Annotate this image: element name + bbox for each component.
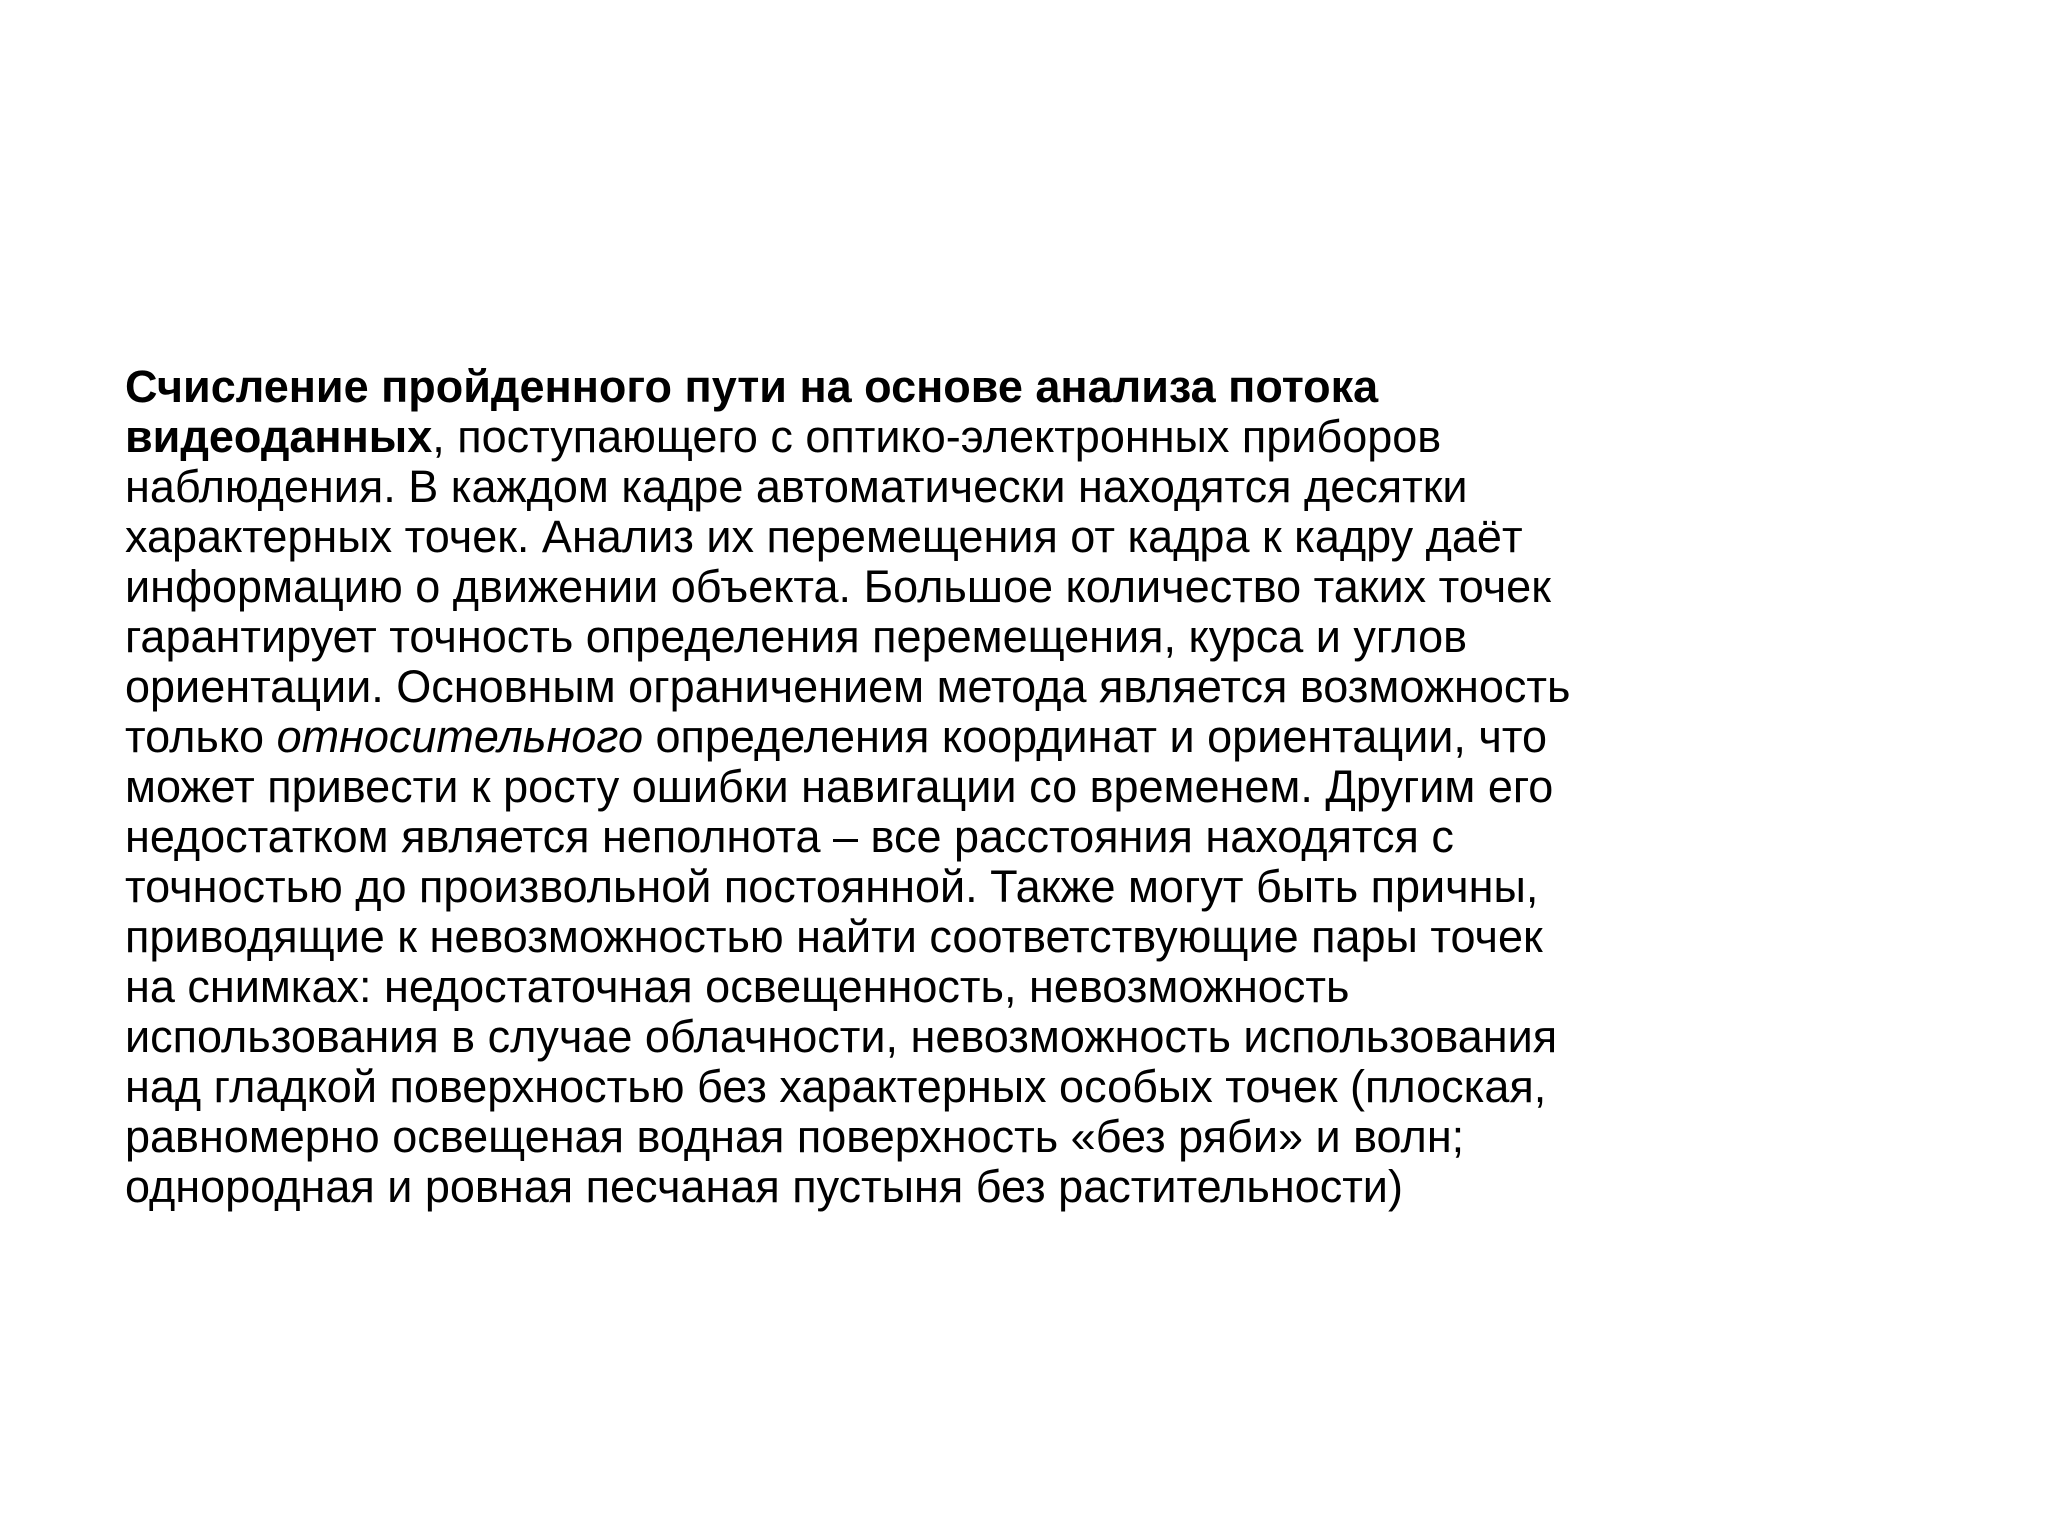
paragraph-line-7: ориентации. Основным ограничением метода является возможность: [125, 661, 1571, 712]
lead-bold-text: Счисление пройденного пути на основе анализа потока: [125, 361, 1379, 412]
line-2-text: , поступающего с оптико-электронных приборов: [432, 411, 1442, 462]
paragraph-line-2: [125, 411, 2048, 462]
paragraph-line-14: использования в случае облачности, невозможность использования: [125, 1011, 1558, 1062]
paragraph-line-10: недостатком является неполнота – все расстояния находятся с: [125, 811, 1454, 862]
paragraph-line-15: над гладкой поверхностью без характерных особых точек (плоская,: [125, 1061, 1547, 1112]
line-8-before-text: только: [125, 711, 277, 762]
paragraph-line-5: информацию о движении объекта. Большое количество таких точек: [125, 561, 1551, 612]
paragraph-line-12: приводящие к невозможностью найти соответствующие пары точек: [125, 911, 1543, 962]
paragraph-line-3: наблюдения. В каждом кадре автоматически находятся десятки: [125, 461, 1468, 512]
paragraph-line-16: равномерно освещеная водная поверхность «без ряби» и волн;: [125, 1111, 1465, 1162]
line-8-after-text: определения координат и ориентации, что: [642, 711, 1547, 762]
lead-bold-text-continued: видеоданных: [125, 411, 433, 462]
paragraph-line-1: [125, 361, 2048, 412]
emphasis-relative-text: относительного: [276, 711, 643, 762]
paragraph-line-17: однородная и ровная песчаная пустыня без растительности): [125, 1161, 1403, 1212]
paragraph-line-13: на снимках: недостаточная освещенность, невозможность: [125, 961, 1350, 1012]
paragraph-line-6: гарантирует точность определения перемещения, курса и углов: [125, 611, 1468, 662]
body-paragraph: [125, 362, 2048, 1212]
paragraph-line-11: точностью до произвольной постоянной. Также могут быть причны,: [125, 861, 1539, 912]
paragraph-line-4: характерных точек. Анализ их перемещения от кадра к кадру даёт: [125, 511, 1523, 562]
paragraph-line-9: может привести к росту ошибки навигации со временем. Другим его: [125, 761, 1554, 812]
paragraph-line-8: [125, 711, 2048, 762]
